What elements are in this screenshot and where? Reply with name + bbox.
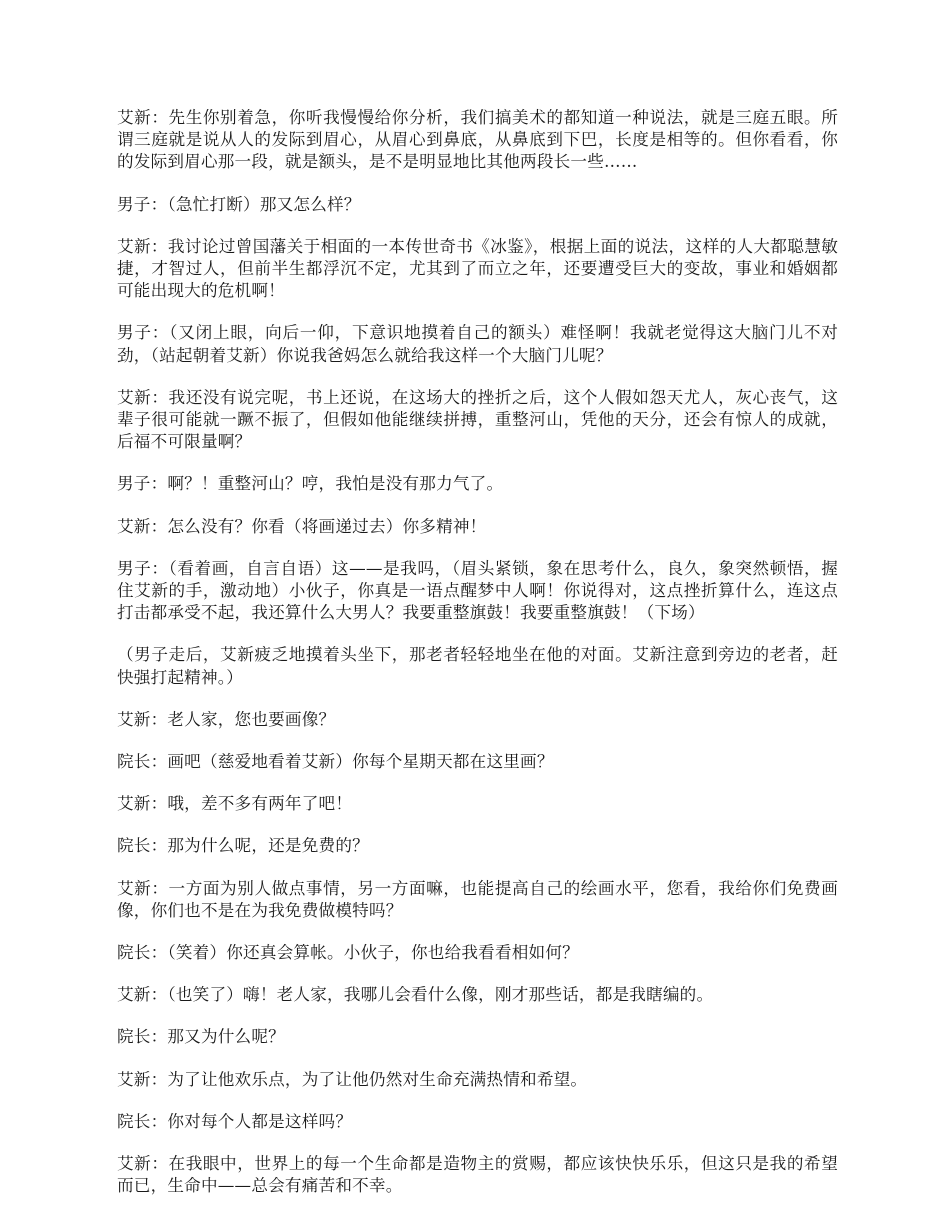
script-text xyxy=(117,107,838,1198)
dialogue-paragraph: 院长：画吧（慈爱地看着艾新）你每个星期天都在这里画？ xyxy=(117,752,554,772)
dialogue-paragraph: 艾新：我讨论过曾国藩关于相面的一本传世奇书《冰鉴》，根据上面的说法，这样的人大都聪慧敏捷，才智过人，但前半生都浮沉不定，尤其到了而立之年，还要遭受巨大的变故，事业和婚姻都可能出现大的危机啊！ xyxy=(117,236,838,301)
dialogue-paragraph: 艾新：为了让他欢乐点，为了让他仍然对生命充满热情和希望。 xyxy=(117,1069,588,1089)
dialogue-paragraph: 院长：你对每个人都是这样吗？ xyxy=(117,1111,353,1131)
dialogue-paragraph: 男子：啊？！重整河山？哼，我怕是没有那力气了。 xyxy=(117,474,504,494)
dialogue-paragraph: 艾新：（也笑了）嗨！老人家，我哪儿会看什么像，刚才那些话，都是我瞎编的。 xyxy=(117,985,714,1005)
dialogue-paragraph: 院长：那为什么呢，还是免费的？ xyxy=(117,836,369,856)
stage-direction: （男子走后，艾新疲乏地摸着头坐下，那老者轻轻地坐在他的对面。艾新注意到旁边的老者，赶快强打起精神。） xyxy=(117,645,838,687)
dialogue-paragraph: 艾新：在我眼中，世界上的每一个生命都是造物主的赏赐，都应该快快乐乐，但这只是我的希望而已，生命中——总会有痛苦和不幸。 xyxy=(117,1154,838,1196)
dialogue-paragraph: 艾新：先生你别着急，你听我慢慢给你分析，我们搞美术的都知道一种说法，就是三庭五眼。所谓三庭就是说从人的发际到眉心，从眉心到鼻底，从鼻底到下巴，长度是相等的。但你看看，你的发际到眉心那一段，就是额头，是不是明显地比其他两段长一些…… xyxy=(117,108,838,172)
dialogue-paragraph: 艾新：哦，差不多有两年了吧！ xyxy=(117,794,353,814)
dialogue-paragraph: 院长：（笑着）你还真会算帐。小伙子，你也给我看看相如何？ xyxy=(117,943,579,963)
dialogue-paragraph: 艾新：怎么没有？你看（将画递过去）你多精神！ xyxy=(117,516,487,536)
dialogue-paragraph: 艾新：一方面为别人做点事情，另一方面嘛，也能提高自己的绘画水平，您看，我给你们免费画像，你们也不是在为我免费做模特吗？ xyxy=(117,878,838,920)
dialogue-paragraph: 男子：（看着画，自言自语）这——是我吗，（眉头紧锁，象在思考什么，良久，象突然顿悟，握住艾新的手，激动地）小伙子，你真是一语点醒梦中人啊！你说得对，这点挫折算什么，连这点打击都承受不起，我还算什么大男人？我要重整旗鼓！我要重整旗鼓！（下场） xyxy=(117,558,838,623)
dialogue-paragraph: 院长：那又为什么呢？ xyxy=(117,1027,285,1047)
dialogue-paragraph: 艾新：老人家，您也要画像？ xyxy=(117,709,336,729)
dialogue-paragraph: 男子：（又闭上眼，向后一仰，下意识地摸着自己的额头）难怪啊！我就老觉得这大脑门儿不对劲，（站起朝着艾新）你说我爸妈怎么就给我这样一个大脑门儿呢？ xyxy=(117,323,838,365)
dialogue-paragraph: 男子：（急忙打断）那又怎么样？ xyxy=(117,194,361,214)
dialogue-paragraph: 艾新：我还没有说完呢，书上还说，在这场大的挫折之后，这个人假如怨天尤人，灰心丧气，这辈子很可能就一蹶不振了，但假如他能继续拼搏，重整河山，凭他的天分，还会有惊人的成就，后福不可限量啊？ xyxy=(117,387,838,452)
